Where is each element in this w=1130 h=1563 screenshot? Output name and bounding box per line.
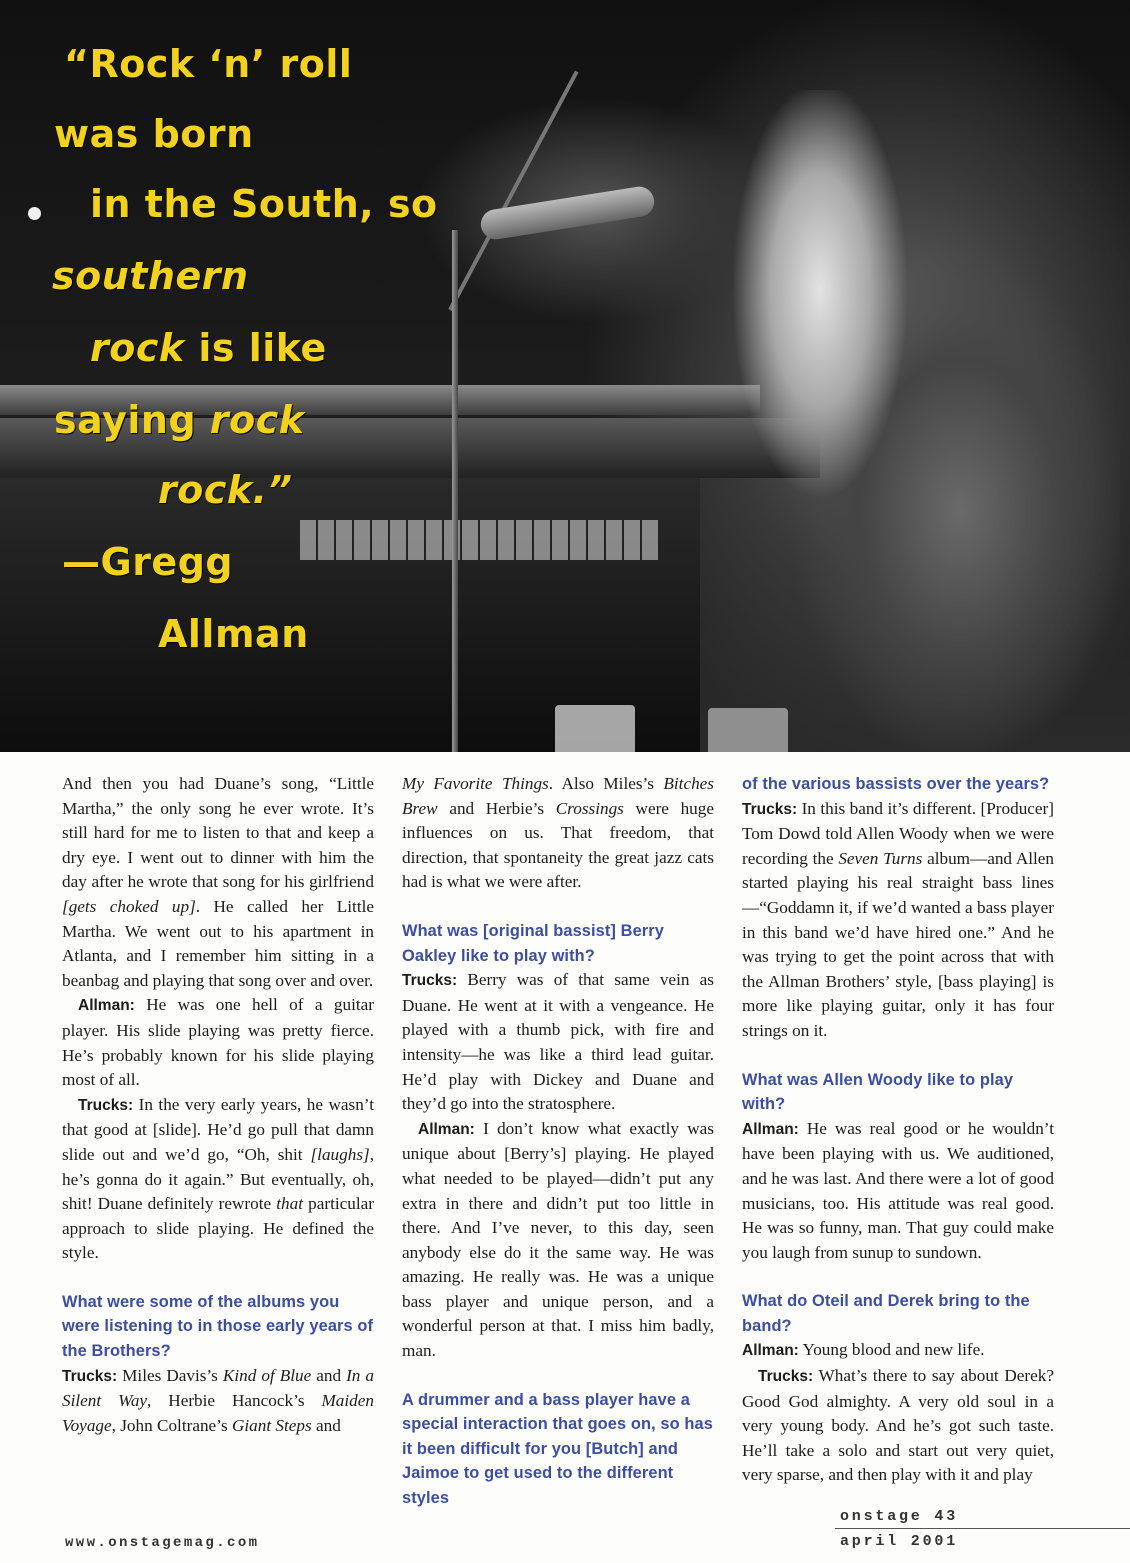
quote-em-rock-3: rock.” — [158, 468, 293, 512]
speaker-label: Trucks: — [78, 1096, 134, 1114]
performer-figure — [700, 90, 1120, 752]
paragraph — [742, 797, 1054, 1044]
quote-text-is-like: is like — [184, 326, 327, 370]
quote-em-rock: rock — [90, 326, 185, 370]
article-column-2 — [402, 772, 714, 1511]
speaker-label: Trucks: — [758, 1368, 814, 1386]
concert-photo — [0, 0, 1130, 752]
text: , he’s gonna do it again.” But eventually, oh, shit! Duane definitely rewrote — [62, 1144, 374, 1214]
text: I don’t know what exactly was unique about [Berry’s] playing. He played what needed to be played—didn’t put any extra in there and didn’t put too little in there. And I’ve never, to this day, seen anybody else do it the same way. He was amazing. He really was. He was a unique bass player and unique person, and a wonderful person at that. I miss him badly, man. — [402, 1118, 714, 1361]
interview-question: What were some of the albums you were listening to in those early years of the Brothers? — [62, 1292, 374, 1361]
album-title: Seven Turns — [838, 848, 923, 868]
stage-direction: [gets choked up] — [62, 896, 196, 916]
text: What’s there to say about Derek? Good God almighty. A very old soul in a very young body. And he’s got such taste. He’ll take a solo and start out very quiet, very sparse, and then play with it and play — [742, 1366, 1054, 1485]
emphasis: that — [276, 1194, 304, 1214]
quote-attribution-last: Allman — [158, 612, 309, 656]
album-title: Bitches Brew — [402, 774, 714, 818]
speaker-label: Trucks: — [742, 800, 798, 818]
paragraph — [402, 772, 714, 895]
interview-question: What was Allen Woody like to play with? — [742, 1070, 1014, 1114]
text: In the very early years, he wasn’t that good at [slide]. He’d go pull that damn slide out and we’d go, “Oh, shit — [62, 1094, 374, 1164]
article-column-1 — [62, 772, 374, 1438]
text: and — [311, 1415, 341, 1435]
footer-divider — [835, 1528, 1130, 1529]
quote-line-4 — [52, 254, 249, 298]
text: He was real good or he wouldn’t have been playing with us. We auditioned, and he was last. And there were a lot of good musicians, too. His attitude was real good. He was so funny, man. That guy could make you laugh from sunup to sundown. — [742, 1118, 1054, 1262]
mic-boom-arm — [448, 71, 578, 311]
album-title: Crossings — [555, 798, 624, 818]
text: Berry was of that same vein as Duane. He went at it with a vengeance. He played with a thumb pick, with fire and intensity—he was like a third lead guitar. He’d play with Dickey and Duane and they’d go into the stratosphere. — [402, 970, 714, 1114]
stage-direction: [laughs] — [310, 1144, 370, 1164]
quote-line-7 — [158, 468, 293, 512]
paragraph — [62, 993, 374, 1092]
bullet-dot — [28, 207, 41, 220]
speaker-label: Trucks: — [62, 1367, 118, 1385]
paragraph — [742, 1364, 1054, 1488]
quote-line-2: was born — [54, 112, 254, 156]
issue-date: april 2001 — [840, 1533, 959, 1550]
speaker-label: Trucks: — [402, 972, 458, 990]
quote-line-6 — [54, 398, 305, 442]
text: were huge influences on us. That freedom, that direction, that spontaneity the great jazz cats had is what we were after. — [402, 798, 714, 892]
text: . Also Miles’s — [548, 774, 664, 793]
quote-line-1: “Rock ‘n’ roll — [64, 42, 353, 86]
quote-attribution-first: —Gregg — [62, 540, 234, 584]
speaker-label: Allman: — [742, 1342, 799, 1360]
quote-em-rock-2: rock — [209, 398, 305, 442]
text: and — [311, 1365, 347, 1385]
microphone — [479, 184, 657, 241]
text: , John Coltrane’s — [111, 1415, 232, 1435]
paragraph — [62, 1364, 374, 1439]
paragraph — [402, 968, 714, 1117]
quote-text-saying: saying — [54, 398, 210, 442]
album-title: My Favorite Things — [402, 774, 549, 793]
album-title: Maiden Voyage — [62, 1391, 374, 1435]
text: And then you had Duane’s song, “Little Martha,” the only song he ever wrote. It’s still hard for me to listen to that and keep a dry eye. I went out to dinner with him the day after he wrote that song for his girlfriend — [62, 774, 374, 892]
page-number: onstage 43 — [840, 1508, 959, 1525]
album-title: In a Silent Way — [62, 1365, 374, 1411]
interview-question: What was [original bassist] Berry Oakley like to play with? — [402, 921, 664, 965]
article-column-3 — [742, 775, 1055, 1488]
text: He was one hell of a guitar player. His slide playing was pretty fierce. He’s probably known for his slide playing most of all. — [62, 995, 374, 1090]
plastic-cup — [708, 708, 788, 752]
paragraph — [742, 1338, 1054, 1364]
speaker-label: Allman: — [418, 1120, 475, 1138]
album-title: Kind of Blue — [222, 1365, 312, 1385]
speaker-label: Allman: — [78, 997, 135, 1015]
quote-line-3: in the South, so — [90, 182, 438, 226]
paragraph — [62, 772, 374, 993]
quote-em-southern: southern — [52, 254, 249, 298]
text: album—and Allen started playing his real straight bass lines—“Goddamn it, if we’d wanted a bass player in this band we’d have hired one.” And he was trying to get the point across that with the Allman Brothers’ style, [bass playing] is more like playing guitar, only it has four strings on it. — [742, 848, 1055, 1040]
quote-line-5 — [90, 326, 327, 370]
paragraph — [62, 1093, 374, 1266]
text: and Herbie’s — [437, 798, 556, 818]
text: Miles Davis’s — [117, 1365, 223, 1385]
text: Young blood and new life. — [798, 1340, 985, 1360]
speaker-label: Allman: — [742, 1120, 799, 1138]
paragraph — [402, 1117, 714, 1364]
website-url: www.onstagemag.com — [65, 1535, 260, 1551]
text: particular approach to slide playing. He defined the style. — [62, 1194, 374, 1263]
text: , Herbie Hancock’s — [147, 1391, 322, 1411]
plastic-cup — [555, 705, 635, 752]
text: . He called her Little Martha. We went out to his apartment in Atlanta, and I remember him sitting in a beanbag and playing that song over and over. — [62, 896, 374, 990]
interview-question: A drummer and a bass player have a special interaction that goes on, so has it been difficult for you [Butch] and Jaimoe to get used to the different styles — [402, 1390, 713, 1508]
paragraph — [742, 1117, 1054, 1266]
album-title: Giant Steps — [231, 1415, 312, 1435]
text: In this band it’s different. [Producer] Tom Dowd told Allen Woody when we were recording the — [742, 798, 1054, 868]
pull-quote — [0, 0, 460, 752]
interview-question-continued: of the various bassists over the years? — [742, 775, 1050, 793]
interview-question: What do Oteil and Derek bring to the band? — [742, 1292, 1030, 1335]
